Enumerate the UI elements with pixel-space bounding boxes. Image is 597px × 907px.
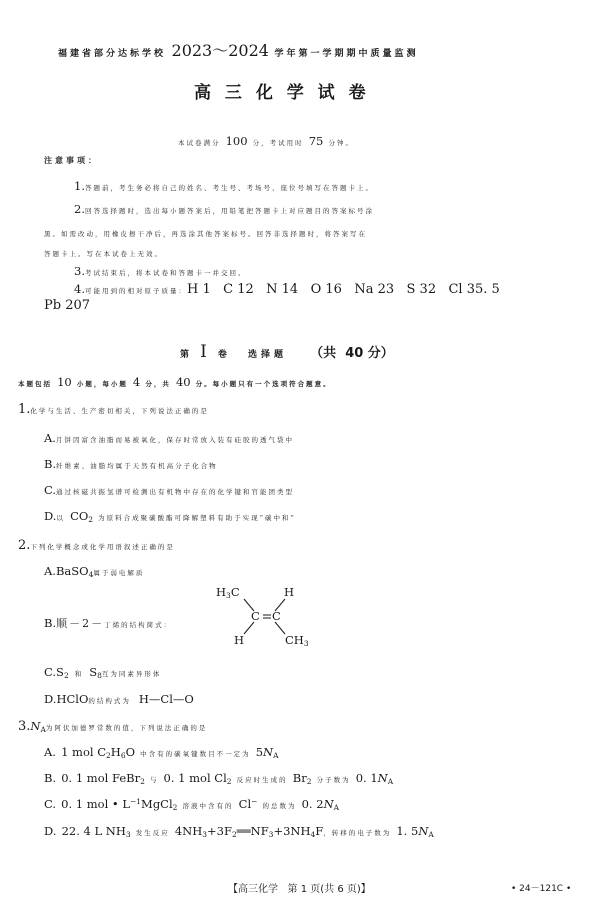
q3-d-s1: 3 (125, 830, 131, 839)
q3-option-c (44, 793, 339, 812)
q3-d-eq4: +3NH (273, 824, 311, 838)
exam-time: 75 (308, 134, 324, 148)
q3-b-text: 反应时生成的 (236, 776, 288, 784)
q3-d-eq2s: 2 (231, 830, 237, 839)
q3-d-value (396, 824, 433, 838)
q3-d-label: D. (44, 824, 57, 838)
q2-b-label: B. (44, 616, 57, 630)
q2-b-name: 顺－2－ (56, 617, 105, 630)
notes-heading: 注意事项： (44, 156, 99, 165)
q2-option-c (44, 661, 161, 680)
q1-d-formula-sub: 2 (88, 515, 94, 524)
q3-b-na: N (377, 771, 388, 785)
note-3 (74, 260, 246, 279)
q2-c-s8: S (89, 665, 98, 679)
q3-b-cl: 0. 1 mol Cl (163, 771, 227, 785)
school-years: 2023～2024 (171, 41, 269, 60)
q1-c-text: 通过核磁共振氢谱可检测出有机物中存在的化学键和官能团类型 (56, 488, 295, 496)
q1-a-label: A. (44, 431, 56, 445)
q1-option-d (44, 505, 296, 524)
q3-option-d (44, 820, 434, 839)
q3-c-na-sub: A (333, 803, 340, 812)
note-1-num: 1. (74, 179, 85, 193)
q2-a-formula-sub: 4 (88, 570, 94, 579)
note-2-num: 2. (74, 202, 85, 216)
q3-option-a (44, 741, 279, 760)
q2-num: 2. (18, 538, 31, 553)
q3-c-conc (61, 797, 177, 811)
q3-c-na: N (323, 797, 334, 811)
note-1-text: 答题前，考生务必将自己的姓名、考生号、考场号、座位号填写在答题卡上。 (84, 184, 374, 192)
q2-c-s2-sub: 2 (63, 671, 69, 680)
q2-d-text: 的结构式为 (88, 697, 131, 705)
exam-info-post: 分钟。 (328, 139, 354, 147)
q3-b-value (356, 771, 393, 785)
atom-h-top-right: H (284, 585, 295, 599)
group-ch3 (285, 633, 309, 648)
h3c-h: H (216, 585, 227, 599)
q3-a-o: O (125, 745, 136, 759)
q2-option-d (44, 688, 194, 707)
note-4-pre: 可能用到的相对原子质量： (84, 287, 187, 295)
h3c-sub: 3 (226, 591, 231, 600)
q3-d-text: 发生反应 (135, 829, 170, 837)
q1-option-c (44, 479, 294, 498)
question-1 (18, 398, 209, 417)
q3-d-eq1: 4NH (174, 824, 203, 838)
q2-option-b (44, 612, 172, 631)
note-4 (74, 278, 500, 297)
exam-score: 100 (225, 134, 248, 148)
q3-b-febr2 (61, 771, 145, 785)
q1-b-text: 纤维素、油脂均属于天然有机高分子化合物 (56, 462, 218, 470)
instr-per: 4 (132, 375, 141, 389)
q3-d-equation (175, 824, 323, 838)
cis-2-butene-structure (214, 585, 324, 655)
q3-c-value (302, 797, 339, 811)
note-4-num: 4. (74, 282, 85, 296)
paper-code: • 24－121C • (511, 884, 572, 894)
q3-b-na-sub: A (387, 777, 394, 786)
q3-a-na-sub: A (273, 751, 279, 760)
note-4-b: Pb 207 (44, 298, 91, 313)
note-2-c (44, 241, 163, 260)
q3-na-sub: A (40, 725, 46, 734)
q3-d-nh3 (62, 824, 131, 838)
q3-d-na: N (418, 824, 429, 838)
question-3 (18, 715, 207, 734)
note-3-num: 3. (74, 264, 85, 278)
page-footer: 【高三化学 第 1 页(共 6 页)】 (228, 884, 371, 895)
q1-stem: 化学与生活、生产密切相关，下列说法正确的是 (30, 407, 209, 415)
q3-b-pre: 0. 1 mol FeBr (61, 771, 141, 785)
q3-a-val: 5 (255, 745, 264, 759)
section-heading (180, 342, 394, 362)
bond-c1-h (244, 622, 254, 634)
note-1 (74, 175, 374, 194)
q3-d-text2: ，转移的电子数为 (323, 829, 392, 837)
section-juan: 卷 (217, 350, 227, 360)
exam-info-mid: 分，考试用时 (252, 139, 304, 147)
q2-c-and: 和 (74, 670, 84, 678)
q3-d-eq4s: 4 (310, 830, 316, 839)
q3-d-eq3: NF (250, 824, 269, 838)
atom-c2: C (272, 609, 281, 623)
q3-option-b (44, 767, 393, 786)
atom-h-bottom-left: H (234, 633, 245, 647)
q1-option-a (44, 427, 294, 446)
q3-c-mg: MgCl (141, 797, 173, 811)
q2-d-struct: H—Cl—O (138, 692, 194, 706)
q3-num: 3. (18, 719, 31, 734)
bond-c2-ch3 (275, 622, 285, 634)
note-2-line-c: 答题卡上。写在本试卷上无效。 (44, 250, 163, 258)
exam-term: 学年第一学期期中质量监测 (274, 49, 419, 59)
note-3-text: 考试结束后，将本试卷和答题卡一并交回。 (84, 269, 247, 277)
q3-b-text2: 分子数为 (316, 776, 351, 784)
instr-mid2: 分，共 (145, 380, 171, 388)
exam-header (58, 38, 418, 61)
q3-a-s2: 6 (120, 751, 126, 760)
q3-c-sup2: − (251, 797, 258, 806)
q3-a-label: A. (44, 745, 56, 759)
instr-post: 分。每小题只有一个选项符合题意。 (195, 380, 332, 388)
q3-a-value (256, 745, 279, 759)
q3-d-na-sub: A (428, 830, 434, 839)
instr-count: 10 (57, 375, 72, 389)
note-2-b (44, 221, 367, 240)
q2-stem: 下列化学概念或化学用语叙述正确的是 (30, 543, 175, 551)
school-name: 福建省部分达标学校 (58, 49, 167, 59)
q1-option-b (44, 453, 218, 472)
q3-b-br2 (293, 771, 312, 785)
exam-info (178, 130, 354, 149)
q3-b-s3: 2 (306, 777, 312, 786)
q3-c-text: 溶液中含有的 (182, 802, 234, 810)
q3-d-val: 1. 5 (396, 824, 419, 838)
exam-info-pre: 本试卷满分 (178, 139, 221, 147)
group-h3c (216, 585, 240, 600)
section-name: 选择题 (248, 350, 288, 360)
q3-d-eq3s: 3 (268, 830, 274, 839)
q1-c-label: C. (44, 483, 57, 497)
q3-a-h: H (110, 745, 121, 759)
q2-a-formula: BaSO (55, 564, 89, 578)
q3-a-text: 中含有的碳氧键数目不一定为 (140, 750, 251, 758)
q2-c-s8-sub: 8 (97, 671, 102, 680)
q3-a-formula (61, 745, 135, 759)
q1-d-post: 为原料合成聚碳酸酯可降解塑料有助于实现“碳中和” (98, 514, 296, 522)
q2-a-label: A. (44, 564, 56, 578)
q3-b-label: B. (44, 771, 57, 785)
section-num: Ⅰ (200, 342, 207, 362)
q3-d-pre: 22. 4 L NH (61, 824, 126, 838)
q3-a-s1: 2 (106, 751, 111, 760)
q3-b-s2: 2 (226, 777, 232, 786)
q2-d-formula: HClO (56, 692, 89, 706)
q1-b-label: B. (44, 457, 57, 471)
q3-d-eq1s: 3 (202, 830, 208, 839)
q3-na: N (30, 719, 41, 733)
q3-c-ion (239, 797, 258, 811)
instr-mid1: 小题，每小题 (76, 380, 128, 388)
q1-a-text: 月饼因富含油脂而易被氧化，保存时常放入装有硅胶的透气袋中 (55, 436, 294, 444)
section-di: 第 (180, 350, 190, 360)
q2-c-label: C. (44, 665, 57, 679)
q3-c-label: C. (44, 797, 57, 811)
q3-b-br: Br (292, 771, 307, 785)
q3-c-cl: Cl (238, 797, 252, 811)
atom-c1: C (251, 609, 260, 623)
q1-d-formula-base: CO (70, 509, 89, 523)
q3-a-na: N (263, 745, 274, 759)
instr-total: 40 (175, 375, 191, 389)
q3-stem: 为阿伏加德罗常数的值，下列说法正确的是 (45, 724, 208, 732)
q2-a-text: 属于弱电解质 (93, 569, 145, 577)
q1-d-formula (70, 509, 93, 523)
note-2-line-a: 回答选择题时，选出每小题答案后，用铅笔把答题卡上对应题目的答案标号涂 (84, 207, 374, 215)
ch3-sub: 3 (303, 639, 309, 648)
section-score: （共 40 分） (310, 346, 394, 361)
q3-d-eq2: +3F (207, 824, 232, 838)
atomic-masses: H 1 C 12 N 14 O 16 Na 23 S 32 Cl 35. 5 (186, 282, 500, 297)
question-2 (18, 534, 175, 553)
q3-b-mid: 与 (149, 776, 159, 784)
q3-c-s1: 2 (172, 803, 178, 812)
q2-c-text: 互为同素异形体 (101, 670, 162, 678)
q3-c-val: 0. 2 (301, 797, 324, 811)
q2-d-label: D. (44, 692, 57, 706)
q2-option-a (44, 560, 144, 579)
q3-b-s1: 2 (140, 777, 145, 786)
section-instructions (18, 371, 332, 390)
q3-b-cl2 (164, 771, 232, 785)
q3-c-sup: −1 (129, 797, 142, 806)
q1-num: 1. (18, 402, 31, 417)
q2-c-s2: S (56, 665, 64, 679)
q3-d-eq5: F (315, 824, 324, 838)
q1-d-pre: 以 (56, 514, 65, 522)
q2-b-text: 丁烯的结构简式： (104, 621, 173, 629)
ch3-ch: CH (285, 633, 304, 647)
q1-d-label: D. (44, 509, 57, 523)
note-2-line-b: 黑。如需改动，用橡皮擦干净后，再选涂其他答案标号。回答非选择题时，将答案写在 (44, 230, 367, 238)
q3-a-pre: 1 mol C (61, 745, 106, 759)
page-title: 高 三 化 学 试 卷 (194, 83, 370, 103)
note-2 (74, 198, 374, 217)
instr-pre: 本题包括 (18, 380, 52, 388)
q3-d-arrow: ══ (236, 824, 251, 838)
h3c-c: C (230, 585, 240, 599)
q3-c-pre: 0. 1 mol • L (61, 797, 130, 811)
q3-c-text2: 的总数为 (262, 802, 297, 810)
q3-b-val: 0. 1 (355, 771, 378, 785)
